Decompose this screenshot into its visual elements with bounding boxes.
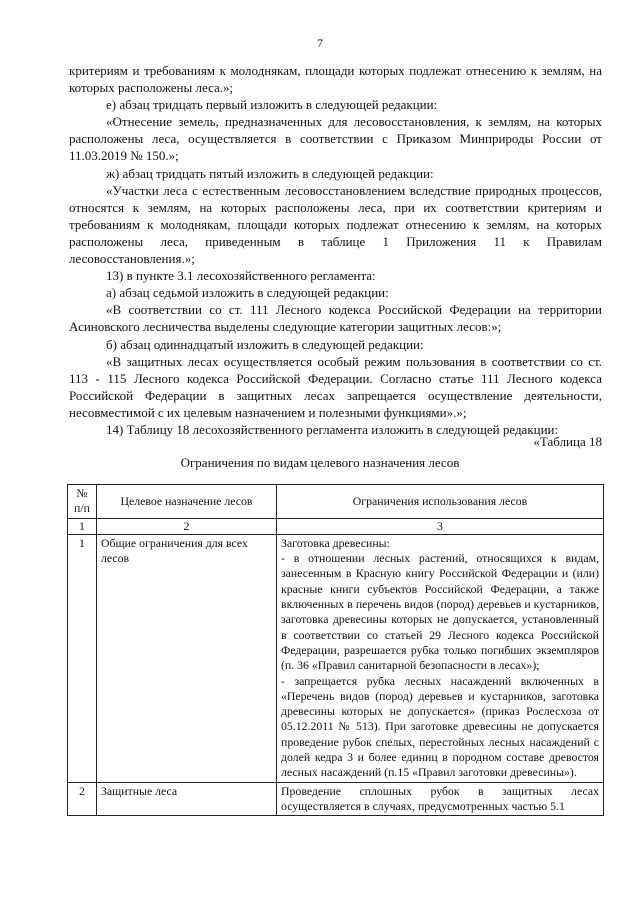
paragraph: «В защитных лесах осуществляется особый режим пользования в соответствии со ст. 113 - 115 Лесного кодекса Российской Федерации. Согласно статье 111 Лесного кодекса Российской Федерации в защитных лесах запрещается осуществление деятельности, несовместимой с их целевым назначением и полезными функциями».»;	[69, 353, 602, 420]
paragraph: «В соответствии со ст. 111 Лесного кодекса Российской Федерации на территории Асиновского лесничества выделены следующие категории защитных лесов:»;	[69, 302, 602, 335]
table-row	[68, 782, 604, 816]
table-row	[68, 534, 604, 782]
row-restrictions	[277, 534, 604, 782]
paragraph: «Участки леса с естественным лесовосстановлением вследствие природных процессов, относятся к землям, на которых расположены леса, при их соответствии критериям и требованиям к молоднякам, площади которых подлежат отнесению к землям, на которых расположены леса, приведенным в таблице 1 Приложения 11 к Правилам лесовосстановления.»;	[69, 182, 602, 267]
paragraph: критериям и требованиям к молоднякам, площади которых подлежат отнесению к землям, на которых расположены леса.»;	[69, 63, 602, 96]
column-number-row	[68, 518, 604, 534]
header-restrictions: Ограничения использования лесов	[277, 485, 604, 519]
column-number: 3	[277, 518, 604, 534]
restrictions-table	[67, 484, 604, 816]
paragraph: «Отнесение земель, предназначенных для лесовосстановления, к землям, на которых расположены леса, осуществляется в соответствии с Приказом Минприроды России от 11.03.2019 № 150.»;	[69, 114, 602, 164]
restriction-text: Проведение сплошных рубок в защитных лесах осуществляется в случаях, предусмотренных частью 5.1	[281, 783, 599, 813]
document-body	[69, 62, 602, 438]
column-number: 2	[97, 518, 277, 534]
row-purpose: Защитные леса	[97, 782, 277, 816]
row-restrictions	[277, 782, 604, 816]
header-purpose: Целевое назначение лесов	[97, 485, 277, 519]
table-caption: «Таблица 18	[533, 434, 602, 449]
page-number: 7	[317, 36, 323, 50]
header-num: № п/п	[68, 485, 97, 519]
paragraph: 14) Таблицу 18 лесохозяйственного регламента изложить в следующей редакции:	[106, 421, 559, 437]
paragraph: е) абзац тридцать первый изложить в следующей редакции:	[106, 97, 438, 113]
restriction-text: - запрещается рубка лесных насаждений включенных в «Перечень видов (пород) деревьев и кустарников, заготовка древесины которых не допускается» (приказ Рослесхоза от 05.12.2011 № 513). При заготовке древесины не допускается проведение рубок спелых, перестойных лесных насаждений с долей кедра 3 и более единиц в породном составе древостоя лесных насаждений (п.15 «Правил заготовки древесины»).	[281, 673, 599, 780]
paragraph: б) абзац одиннадцатый изложить в следующей редакции:	[106, 336, 424, 352]
table-title: Ограничения по видам целевого назначения лесов	[180, 455, 460, 470]
column-number: 1	[68, 518, 97, 534]
row-num: 2	[68, 782, 97, 816]
table-header-row	[68, 485, 604, 519]
row-purpose: Общие ограничения для всех лесов	[97, 534, 277, 782]
paragraph: 13) в пункте 3.1 лесохозяйственного регламента:	[106, 268, 376, 284]
paragraph: а) абзац седьмой изложить в следующей редакции:	[106, 285, 389, 301]
paragraph: ж) абзац тридцать пятый изложить в следующей редакции:	[106, 165, 434, 181]
restriction-text: - в отношении лесных растений, относящихся к видам, занесенным в Красную книгу Российской Федерации и (или) красные книги субъектов Российской Федерации, а также включенных в перечень видов (пород) деревьев и кустарников, заготовка древесины которых не допускается, установленный в соответствии со статьей 29 Лесного кодекса Российской Федерации, разрешается рубка только погибших экземпляров (п. 36 «Правил санитарной безопасности в лесах»);	[281, 551, 599, 673]
restriction-text: Заготовка древесины:	[281, 535, 390, 550]
row-num: 1	[68, 534, 97, 782]
